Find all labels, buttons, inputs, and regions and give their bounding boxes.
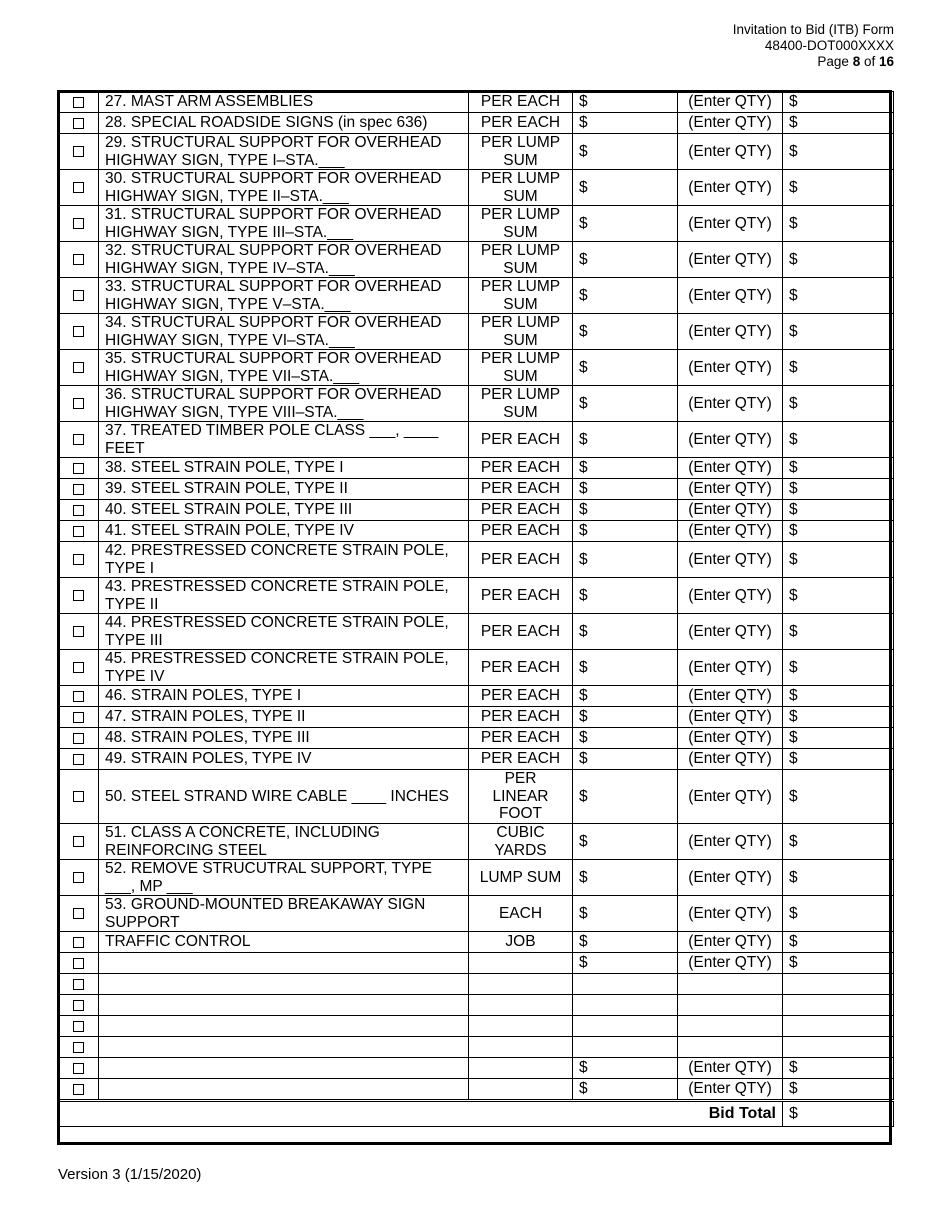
page-header [733, 22, 894, 70]
table-row [59, 314, 894, 350]
item-description: 52. REMOVE STRUCUTRAL SUPPORT, TYPE ___, MP ___ [99, 860, 469, 896]
checkbox-cell [59, 500, 99, 521]
quantity-field[interactable]: (Enter QTY) [678, 92, 783, 113]
table-row [59, 422, 894, 458]
checkbox-cell [59, 422, 99, 458]
item-description: 30. STRUCTURAL SUPPORT FOR OVERHEAD HIGHWAY SIGN, TYPE II–STA.___ [99, 170, 469, 206]
item-checkbox[interactable] [73, 958, 84, 969]
checkbox-cell [59, 650, 99, 686]
checkbox-cell [59, 314, 99, 350]
table-row [59, 770, 894, 824]
checkbox-cell [59, 974, 99, 995]
item-checkbox[interactable] [73, 463, 84, 474]
quantity-field[interactable] [678, 1037, 783, 1058]
unit-of-measure [469, 1016, 573, 1037]
unit-of-measure: PER LUMP SUM [469, 206, 573, 242]
item-description: 51. CLASS A CONCRETE, INCLUDING REINFORCING STEEL [99, 824, 469, 860]
item-checkbox[interactable] [73, 118, 84, 129]
checkbox-cell [59, 113, 99, 134]
line-amount-field[interactable]: $ [783, 521, 894, 542]
quantity-field[interactable]: (Enter QTY) [678, 206, 783, 242]
table-row [59, 92, 894, 113]
unit-price-field[interactable]: $ [573, 578, 678, 614]
line-amount-field[interactable]: $ [783, 500, 894, 521]
unit-of-measure: PER EACH [469, 614, 573, 650]
unit-price-field[interactable]: $ [573, 707, 678, 728]
item-description: 38. STEEL STRAIN POLE, TYPE I [99, 458, 469, 479]
item-checkbox[interactable] [73, 362, 84, 373]
table-row [59, 278, 894, 314]
item-checkbox[interactable] [73, 290, 84, 301]
quantity-field[interactable]: (Enter QTY) [678, 500, 783, 521]
page-number: Page 8 of 16 [817, 54, 894, 69]
checkbox-cell [59, 824, 99, 860]
checkbox-cell [59, 206, 99, 242]
table-row [59, 749, 894, 770]
checkbox-cell [59, 953, 99, 974]
unit-price-field[interactable] [573, 995, 678, 1016]
line-amount-field[interactable]: $ [783, 860, 894, 896]
bid-table-body [59, 92, 894, 1101]
line-amount-field[interactable]: $ [783, 953, 894, 974]
unit-of-measure [469, 1037, 573, 1058]
unit-price-field[interactable]: $ [573, 1079, 678, 1101]
checkbox-cell [59, 707, 99, 728]
quantity-field[interactable]: (Enter QTY) [678, 728, 783, 749]
quantity-field[interactable]: (Enter QTY) [678, 458, 783, 479]
table-row [59, 500, 894, 521]
line-amount-field[interactable]: $ [783, 614, 894, 650]
table-row [59, 995, 894, 1016]
quantity-field[interactable]: (Enter QTY) [678, 113, 783, 134]
table-row [59, 953, 894, 974]
item-checkbox[interactable] [73, 733, 84, 744]
quantity-field[interactable]: (Enter QTY) [678, 542, 783, 578]
checkbox-cell [59, 242, 99, 278]
line-amount-field[interactable]: $ [783, 314, 894, 350]
line-amount-field[interactable]: $ [783, 386, 894, 422]
item-checkbox[interactable] [73, 146, 84, 157]
table-row [59, 521, 894, 542]
unit-price-field[interactable]: $ [573, 206, 678, 242]
item-description: 41. STEEL STRAIN POLE, TYPE IV [99, 521, 469, 542]
unit-of-measure: PER EACH [469, 479, 573, 500]
item-description: 31. STRUCTURAL SUPPORT FOR OVERHEAD HIGHWAY SIGN, TYPE III–STA.___ [99, 206, 469, 242]
line-amount-field[interactable]: $ [783, 206, 894, 242]
unit-price-field[interactable]: $ [573, 770, 678, 824]
unit-of-measure [469, 974, 573, 995]
line-amount-field[interactable]: $ [783, 728, 894, 749]
checkbox-cell [59, 350, 99, 386]
table-row [59, 932, 894, 953]
item-description: TRAFFIC CONTROL [99, 932, 469, 953]
unit-of-measure: PER LUMP SUM [469, 134, 573, 170]
quantity-field[interactable]: (Enter QTY) [678, 350, 783, 386]
item-checkbox[interactable] [73, 836, 84, 847]
line-amount-field[interactable]: $ [783, 578, 894, 614]
form-number: 48400-DOT000XXXX [764, 38, 894, 53]
table-row [59, 824, 894, 860]
unit-of-measure: PER EACH [469, 686, 573, 707]
item-checkbox[interactable] [73, 937, 84, 948]
table-row [59, 1016, 894, 1037]
table-row [59, 350, 894, 386]
checkbox-cell [59, 134, 99, 170]
line-amount-field[interactable]: $ [783, 749, 894, 770]
unit-price-field[interactable] [573, 1037, 678, 1058]
unit-price-field[interactable]: $ [573, 242, 678, 278]
line-amount-field[interactable]: $ [783, 707, 894, 728]
line-amount-field[interactable] [783, 974, 894, 995]
line-amount-field[interactable]: $ [783, 278, 894, 314]
unit-of-measure: PER EACH [469, 650, 573, 686]
version-footer: Version 3 (1/15/2020) [58, 1166, 202, 1183]
unit-of-measure: EACH [469, 896, 573, 932]
item-checkbox[interactable] [73, 554, 84, 565]
table-row [59, 578, 894, 614]
item-description: 36. STRUCTURAL SUPPORT FOR OVERHEAD HIGHWAY SIGN, TYPE VIII–STA.___ [99, 386, 469, 422]
line-amount-field[interactable]: $ [783, 932, 894, 953]
unit-of-measure: CUBIC YARDS [469, 824, 573, 860]
unit-of-measure: PER LUMP SUM [469, 242, 573, 278]
item-description: 33. STRUCTURAL SUPPORT FOR OVERHEAD HIGHWAY SIGN, TYPE V–STA.___ [99, 278, 469, 314]
table-row [59, 113, 894, 134]
quantity-field[interactable]: (Enter QTY) [678, 749, 783, 770]
table-row [59, 614, 894, 650]
checkbox-cell [59, 479, 99, 500]
table-row [59, 170, 894, 206]
line-amount-field[interactable]: $ [783, 1079, 894, 1101]
item-checkbox[interactable] [73, 791, 84, 802]
unit-of-measure: PER EACH [469, 749, 573, 770]
item-description: 39. STEEL STRAIN POLE, TYPE II [99, 479, 469, 500]
table-row [59, 974, 894, 995]
line-amount-field[interactable]: $ [783, 686, 894, 707]
unit-of-measure: JOB [469, 932, 573, 953]
checkbox-cell [59, 614, 99, 650]
quantity-field[interactable]: (Enter QTY) [678, 650, 783, 686]
item-checkbox[interactable] [73, 908, 84, 919]
item-description: 46. STRAIN POLES, TYPE I [99, 686, 469, 707]
checkbox-cell [59, 1079, 99, 1101]
unit-of-measure: PER EACH [469, 92, 573, 113]
line-amount-field[interactable]: $ [783, 542, 894, 578]
quantity-field[interactable] [678, 1016, 783, 1037]
checkbox-cell [59, 521, 99, 542]
item-description: 48. STRAIN POLES, TYPE III [99, 728, 469, 749]
unit-price-field[interactable]: $ [573, 134, 678, 170]
unit-of-measure [469, 953, 573, 974]
quantity-field[interactable]: (Enter QTY) [678, 521, 783, 542]
checkbox-cell [59, 1037, 99, 1058]
unit-price-field[interactable]: $ [573, 521, 678, 542]
table-row [59, 860, 894, 896]
bid-table [58, 91, 894, 1127]
quantity-field[interactable]: (Enter QTY) [678, 1079, 783, 1101]
checkbox-cell [59, 578, 99, 614]
unit-price-field[interactable]: $ [573, 92, 678, 113]
table-row [59, 650, 894, 686]
unit-of-measure: PER LUMP SUM [469, 350, 573, 386]
unit-of-measure [469, 995, 573, 1016]
unit-of-measure: PER EACH [469, 521, 573, 542]
table-row [59, 458, 894, 479]
form-title: Invitation to Bid (ITB) Form [732, 22, 894, 37]
line-amount-field[interactable]: $ [783, 458, 894, 479]
quantity-field[interactable] [678, 995, 783, 1016]
quantity-field[interactable]: (Enter QTY) [678, 896, 783, 932]
table-row [59, 542, 894, 578]
line-amount-field[interactable] [783, 1037, 894, 1058]
table-row [59, 1037, 894, 1058]
checkbox-cell [59, 860, 99, 896]
unit-of-measure: PER EACH [469, 728, 573, 749]
item-checkbox[interactable] [73, 434, 84, 445]
unit-price-field[interactable]: $ [573, 1058, 678, 1079]
item-description [99, 953, 469, 974]
item-description: 35. STRUCTURAL SUPPORT FOR OVERHEAD HIGHWAY SIGN, TYPE VII–STA.___ [99, 350, 469, 386]
quantity-field[interactable]: (Enter QTY) [678, 479, 783, 500]
item-description: 32. STRUCTURAL SUPPORT FOR OVERHEAD HIGHWAY SIGN, TYPE IV–STA.___ [99, 242, 469, 278]
unit-of-measure: PER LINEAR FOOT [469, 770, 573, 824]
item-description: 34. STRUCTURAL SUPPORT FOR OVERHEAD HIGHWAY SIGN, TYPE VI–STA.___ [99, 314, 469, 350]
line-amount-field[interactable]: $ [783, 896, 894, 932]
item-checkbox[interactable] [73, 691, 84, 702]
unit-of-measure: PER EACH [469, 542, 573, 578]
unit-price-field[interactable]: $ [573, 314, 678, 350]
item-description: 29. STRUCTURAL SUPPORT FOR OVERHEAD HIGHWAY SIGN, TYPE I–STA.___ [99, 134, 469, 170]
item-description [99, 995, 469, 1016]
unit-of-measure [469, 1079, 573, 1101]
table-row [59, 896, 894, 932]
line-amount-field[interactable]: $ [783, 770, 894, 824]
line-amount-field[interactable]: $ [783, 170, 894, 206]
unit-of-measure: PER EACH [469, 458, 573, 479]
line-amount-field[interactable]: $ [783, 422, 894, 458]
bid-total-amount[interactable]: $ [783, 1101, 894, 1127]
line-amount-field[interactable] [783, 995, 894, 1016]
unit-price-field[interactable]: $ [573, 953, 678, 974]
unit-of-measure: LUMP SUM [469, 860, 573, 896]
checkbox-cell [59, 749, 99, 770]
item-checkbox[interactable] [73, 1000, 84, 1011]
quantity-field[interactable]: (Enter QTY) [678, 953, 783, 974]
item-checkbox[interactable] [73, 218, 84, 229]
unit-price-field[interactable] [573, 1016, 678, 1037]
item-description: 43. PRESTRESSED CONCRETE STRAIN POLE, TYPE II [99, 578, 469, 614]
unit-price-field[interactable]: $ [573, 824, 678, 860]
item-description: 42. PRESTRESSED CONCRETE STRAIN POLE, TYPE I [99, 542, 469, 578]
item-checkbox[interactable] [73, 872, 84, 883]
quantity-field[interactable]: (Enter QTY) [678, 686, 783, 707]
unit-price-field[interactable]: $ [573, 422, 678, 458]
table-row [59, 479, 894, 500]
table-row [59, 242, 894, 278]
unit-of-measure: PER LUMP SUM [469, 314, 573, 350]
table-row [59, 728, 894, 749]
item-checkbox[interactable] [73, 182, 84, 193]
table-row [59, 686, 894, 707]
item-checkbox[interactable] [73, 626, 84, 637]
table-row [59, 1079, 894, 1101]
bid-total-label: Bid Total [59, 1101, 783, 1127]
unit-price-field[interactable]: $ [573, 113, 678, 134]
item-checkbox[interactable] [73, 590, 84, 601]
unit-price-field[interactable]: $ [573, 686, 678, 707]
table-row [59, 1058, 894, 1079]
item-checkbox[interactable] [73, 979, 84, 990]
checkbox-cell [59, 92, 99, 113]
item-checkbox[interactable] [73, 1063, 84, 1074]
line-amount-field[interactable]: $ [783, 134, 894, 170]
unit-of-measure: PER EACH [469, 422, 573, 458]
bid-total-row [59, 1101, 894, 1127]
item-description [99, 1079, 469, 1101]
unit-of-measure: PER EACH [469, 578, 573, 614]
checkbox-cell [59, 1016, 99, 1037]
item-description: 49. STRAIN POLES, TYPE IV [99, 749, 469, 770]
checkbox-cell [59, 686, 99, 707]
item-description: 37. TREATED TIMBER POLE CLASS ___, ____ FEET [99, 422, 469, 458]
unit-price-field[interactable]: $ [573, 896, 678, 932]
item-checkbox[interactable] [73, 505, 84, 516]
unit-of-measure: PER EACH [469, 500, 573, 521]
unit-price-field[interactable]: $ [573, 860, 678, 896]
item-description: 44. PRESTRESSED CONCRETE STRAIN POLE, TYPE III [99, 614, 469, 650]
item-description: 40. STEEL STRAIN POLE, TYPE III [99, 500, 469, 521]
item-description: 50. STEEL STRAND WIRE CABLE ____ INCHES [99, 770, 469, 824]
line-amount-field[interactable] [783, 1016, 894, 1037]
unit-of-measure: PER LUMP SUM [469, 386, 573, 422]
item-checkbox[interactable] [73, 526, 84, 537]
table-row [59, 206, 894, 242]
unit-price-field[interactable] [573, 974, 678, 995]
checkbox-cell [59, 170, 99, 206]
unit-of-measure [469, 1058, 573, 1079]
checkbox-cell [59, 1058, 99, 1079]
quantity-field[interactable]: (Enter QTY) [678, 386, 783, 422]
line-amount-field[interactable]: $ [783, 824, 894, 860]
line-amount-field[interactable]: $ [783, 92, 894, 113]
item-description: 45. PRESTRESSED CONCRETE STRAIN POLE, TYPE IV [99, 650, 469, 686]
quantity-field[interactable]: (Enter QTY) [678, 242, 783, 278]
quantity-field[interactable]: (Enter QTY) [678, 1058, 783, 1079]
item-checkbox[interactable] [73, 754, 84, 765]
item-description [99, 1058, 469, 1079]
item-checkbox[interactable] [73, 326, 84, 337]
quantity-field[interactable]: (Enter QTY) [678, 278, 783, 314]
line-amount-field[interactable]: $ [783, 242, 894, 278]
unit-price-field[interactable]: $ [573, 278, 678, 314]
quantity-field[interactable]: (Enter QTY) [678, 770, 783, 824]
unit-of-measure: PER EACH [469, 113, 573, 134]
quantity-field[interactable]: (Enter QTY) [678, 824, 783, 860]
checkbox-cell [59, 386, 99, 422]
quantity-field[interactable]: (Enter QTY) [678, 614, 783, 650]
unit-price-field[interactable]: $ [573, 350, 678, 386]
item-checkbox[interactable] [73, 97, 84, 108]
table-row [59, 134, 894, 170]
item-checkbox[interactable] [73, 484, 84, 495]
unit-of-measure: PER LUMP SUM [469, 170, 573, 206]
unit-price-field[interactable]: $ [573, 932, 678, 953]
unit-of-measure: PER LUMP SUM [469, 278, 573, 314]
unit-price-field[interactable]: $ [573, 614, 678, 650]
unit-price-field[interactable]: $ [573, 458, 678, 479]
line-amount-field[interactable]: $ [783, 350, 894, 386]
unit-price-field[interactable]: $ [573, 650, 678, 686]
unit-price-field[interactable]: $ [573, 500, 678, 521]
item-checkbox[interactable] [73, 1084, 84, 1095]
unit-price-field[interactable]: $ [573, 542, 678, 578]
checkbox-cell [59, 770, 99, 824]
item-checkbox[interactable] [73, 1042, 84, 1053]
item-description: 28. SPECIAL ROADSIDE SIGNS (in spec 636) [99, 113, 469, 134]
item-description [99, 1016, 469, 1037]
item-checkbox[interactable] [73, 712, 84, 723]
checkbox-cell [59, 542, 99, 578]
unit-of-measure: PER EACH [469, 707, 573, 728]
checkbox-cell [59, 896, 99, 932]
item-checkbox[interactable] [73, 662, 84, 673]
line-amount-field[interactable]: $ [783, 113, 894, 134]
quantity-field[interactable]: (Enter QTY) [678, 422, 783, 458]
unit-price-field[interactable]: $ [573, 749, 678, 770]
quantity-field[interactable]: (Enter QTY) [678, 707, 783, 728]
checkbox-cell [59, 932, 99, 953]
line-amount-field[interactable]: $ [783, 1058, 894, 1079]
table-row [59, 386, 894, 422]
item-description: 47. STRAIN POLES, TYPE II [99, 707, 469, 728]
unit-price-field[interactable]: $ [573, 170, 678, 206]
item-description [99, 1037, 469, 1058]
item-description [99, 974, 469, 995]
item-checkbox[interactable] [73, 254, 84, 265]
unit-price-field[interactable]: $ [573, 728, 678, 749]
item-description: 53. GROUND-MOUNTED BREAKAWAY SIGN SUPPORT [99, 896, 469, 932]
quantity-field[interactable]: (Enter QTY) [678, 860, 783, 896]
line-amount-field[interactable]: $ [783, 479, 894, 500]
line-amount-field[interactable]: $ [783, 650, 894, 686]
checkbox-cell [59, 278, 99, 314]
quantity-field[interactable]: (Enter QTY) [678, 134, 783, 170]
quantity-field[interactable]: (Enter QTY) [678, 314, 783, 350]
unit-price-field[interactable]: $ [573, 386, 678, 422]
unit-price-field[interactable]: $ [573, 479, 678, 500]
item-checkbox[interactable] [73, 1021, 84, 1032]
checkbox-cell [59, 995, 99, 1016]
checkbox-cell [59, 458, 99, 479]
quantity-field[interactable]: (Enter QTY) [678, 170, 783, 206]
table-row [59, 707, 894, 728]
checkbox-cell [59, 728, 99, 749]
quantity-field[interactable] [678, 974, 783, 995]
item-checkbox[interactable] [73, 398, 84, 409]
quantity-field[interactable]: (Enter QTY) [678, 578, 783, 614]
item-description: 27. MAST ARM ASSEMBLIES [99, 92, 469, 113]
quantity-field[interactable]: (Enter QTY) [678, 932, 783, 953]
